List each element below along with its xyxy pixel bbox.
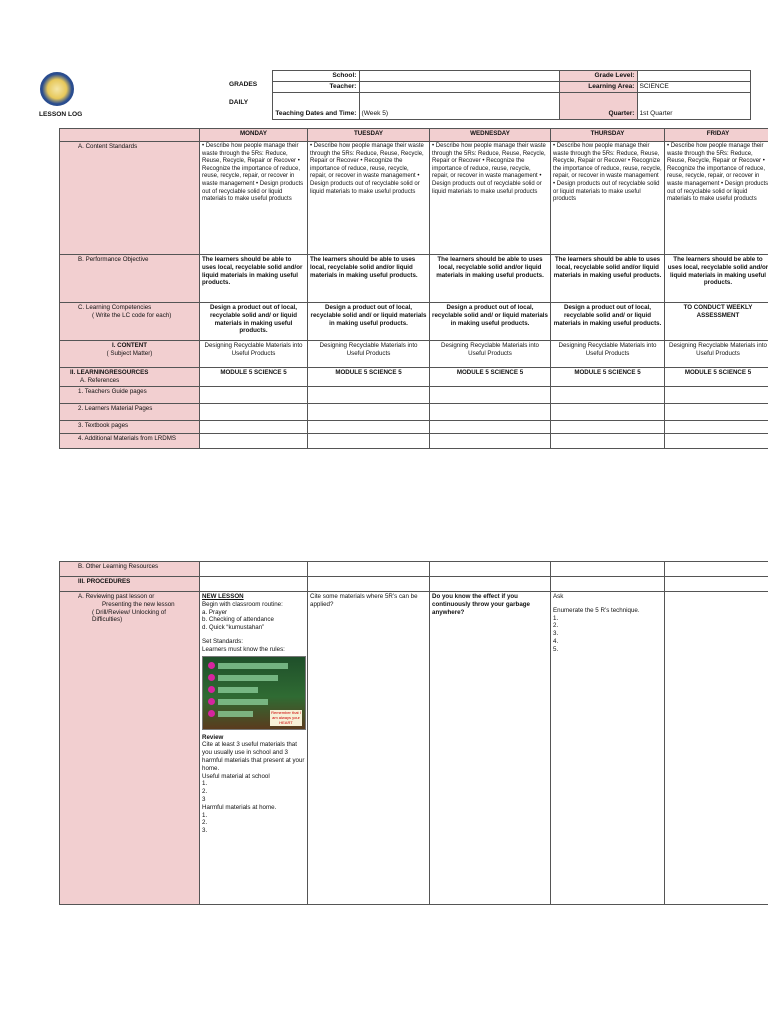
module-wednesday: MODULE 5 SCIENCE 5 <box>430 368 551 387</box>
routine-text: Begin with classroom routine: <box>202 600 283 608</box>
thursday-enumerate: Enumerate the 5 R’s technique. <box>553 606 640 614</box>
row-reviewing-a: A. Reviewing past lesson or <box>78 593 155 600</box>
row-other-resources: B. Other Learning Resources <box>60 562 200 577</box>
competency-tuesday: Design a product out of local, recyclable solid and/ or liquid materials in making useful products. <box>308 303 430 341</box>
image-heart-caption: Remember that I am always your HEART <box>271 709 301 725</box>
row-references: A. References <box>80 376 120 384</box>
row-learning-resources: II. LEARNINGRESOURCES <box>70 369 149 376</box>
classroom-rules-image <box>202 656 306 730</box>
content-standard-wednesday: • Describe how people manage their waste through the 5Rs: Reduce, Reuse, Recycle, Repair or Recover • Recognize the importance of reduce, reuse, recycle, repair, or recover in waste management • Design products out of recyclable solid or liquid materials to make useful products <box>430 142 551 255</box>
grades-label: GRADES <box>229 80 258 88</box>
thursday-item-2: 2. <box>553 622 559 630</box>
module-friday: MODULE 5 SCIENCE 5 <box>665 368 768 387</box>
row-reviewing-b: Presenting the new lesson <box>102 600 175 608</box>
grade-level-label: Grade Level: <box>559 71 637 82</box>
row-learning-competencies-sub: ( Write the LC code for each) <box>92 311 172 319</box>
routine-kumustahan: d. Quick “kumustahan” <box>202 624 265 632</box>
row-procedures: III. PROCEDURES <box>60 577 200 592</box>
row-content-sub: ( Subject Matter) <box>106 349 153 357</box>
day-tuesday: TUESDAY <box>308 129 430 142</box>
competency-monday: Design a product out of local, recyclable solid and/ or liquid materials in making useful products. <box>200 303 308 341</box>
rules-text: Learners must know the rules: <box>202 645 285 653</box>
procedure-friday <box>665 592 768 905</box>
objective-friday: The learners should be able to uses local, recyclable solid and/or liquid materials in making useful products. <box>665 255 768 303</box>
routine-prayer: a. Prayer <box>202 608 228 616</box>
topic-friday: Designing Recyclable Materials into Useful Products <box>665 341 768 368</box>
objective-tuesday: The learners should be able to uses local, recyclable solid and/or liquid materials in making useful products. <box>308 255 430 303</box>
harmful-item-2: 2. <box>202 819 208 827</box>
learning-area-label: Learning Area: <box>559 82 637 93</box>
harmful-materials-label: Harmful materials at home. <box>202 803 277 811</box>
dates-label: Teaching Dates and Time: <box>272 93 359 120</box>
module-monday: MODULE 5 SCIENCE 5 <box>200 368 308 387</box>
thursday-item-1: 1. <box>553 614 559 622</box>
new-lesson-heading: NEW LESSON <box>202 593 244 600</box>
procedure-thursday <box>551 592 665 905</box>
content-standard-tuesday: • Describe how people manage their waste through the 5Rs: Reduce, Reuse, Recycle, Repair or Recover • Recognize the importance of reduce, reuse, recycle, repair, or recover in waste management • Design products out of recyclable solid or liquid materials to make useful products <box>308 142 430 255</box>
useful-item-1: 1. <box>202 780 208 788</box>
lesson-table-top <box>59 128 768 449</box>
school-label: School: <box>272 71 359 82</box>
lesson-table-bottom <box>59 561 768 905</box>
objective-wednesday: The learners should be able to uses local, recyclable solid and/or liquid materials in making useful products. <box>430 255 551 303</box>
useful-materials-label: Useful material at school <box>202 772 270 780</box>
thursday-item-5: 5. <box>553 645 559 653</box>
review-text: Cite at least 3 useful materials that you usually use in school and 3 harmful materials that present at your home. <box>202 741 305 772</box>
competency-thursday: Design a product out of local, recyclable solid and/ or liquid materials in making useful products. <box>551 303 665 341</box>
thursday-item-4: 4. <box>553 637 559 645</box>
content-standard-monday: • Describe how people manage their waste through the 5Rs: Reduce, Reuse, Recycle, Repair or Recover • Recognize the importance of reduce, reuse, recycle, repair, or recover in waste management • Design products out of recyclable solid or liquid materials to make useful products <box>200 142 308 255</box>
day-thursday: THURSDAY <box>551 129 665 142</box>
day-monday: MONDAY <box>200 129 308 142</box>
quarter-value[interactable]: 1st Quarter <box>637 93 750 120</box>
day-friday: FRIDAY <box>665 129 768 142</box>
daily-label: DAILY <box>229 98 249 106</box>
grade-level-value[interactable] <box>637 71 750 82</box>
school-value[interactable] <box>359 71 559 82</box>
row-reviewing-c: ( Drill/Review/ Unlocking of Difficulties) <box>92 608 166 624</box>
procedure-wednesday: Do you know the effect if you continuously throw your garbage anywhere? <box>430 592 551 905</box>
topic-monday: Designing Recyclable Materials into Useful Products <box>200 341 308 368</box>
quarter-label: Quarter: <box>559 93 637 120</box>
objective-thursday: The learners should be able to uses local, recyclable solid and/or liquid materials in making useful products. <box>551 255 665 303</box>
row-additional-materials: 4. Additional Materials from LRDMS <box>60 433 200 448</box>
learning-area-value[interactable]: SCIENCE <box>637 82 750 93</box>
procedure-tuesday: Cite some materials where 5R’s can be applied? <box>308 592 430 905</box>
content-standard-thursday: • Describe how people manage their waste through the 5Rs: Reduce, Reuse, Recycle, Repair or Recover • Recognize the importance of reduce, reuse, recycle, repair, or recover in waste management • Design products out of recyclable solid or liquid materials to make useful products <box>551 142 665 255</box>
objective-monday: The learners should be able to uses local, recyclable solid and/or liquid materials in making useful products. <box>200 255 308 303</box>
review-heading: Review <box>202 733 224 741</box>
row-learners-material: 2. Learners Material Pages <box>60 403 200 420</box>
header-table <box>37 70 751 120</box>
harmful-item-1: 1. <box>202 811 208 819</box>
topic-thursday: Designing Recyclable Materials into Useful Products <box>551 341 665 368</box>
day-wednesday: WEDNESDAY <box>430 129 551 142</box>
module-tuesday: MODULE 5 SCIENCE 5 <box>308 368 430 387</box>
thursday-item-3: 3. <box>553 630 559 638</box>
row-content-standards: A. Content Standards <box>60 142 200 255</box>
teacher-label: Teacher: <box>272 82 359 93</box>
useful-item-2: 2. <box>202 788 208 796</box>
procedure-monday <box>200 592 308 905</box>
dates-value[interactable]: (Week 5) <box>359 93 559 120</box>
row-textbook: 3. Textbook pages <box>60 420 200 433</box>
content-standard-friday: • Describe how people manage their waste through the 5Rs: Reduce, Reuse, Recycle, Repair or Recover • Recognize the importance of reduce, reuse, recycle, repair, or recover in waste management • Design products out of recyclable solid or liquid materials to make useful products <box>665 142 768 255</box>
module-thursday: MODULE 5 SCIENCE 5 <box>551 368 665 387</box>
teacher-value[interactable] <box>359 82 559 93</box>
useful-item-3: 3 <box>202 795 206 803</box>
row-learning-competencies: C. Learning Competencies <box>78 304 152 311</box>
row-performance-objective: B. Performance Objective <box>60 255 200 303</box>
routine-attendance: b. Checking of attendance <box>202 616 274 624</box>
competency-friday: TO CONDUCT WEEKLY ASSESSMENT <box>665 303 768 341</box>
thursday-ask: Ask <box>553 593 564 600</box>
competency-wednesday: Design a product out of local, recyclable solid and/ or liquid materials in making useful products. <box>430 303 551 341</box>
row-teachers-guide: 1. Teachers Guide pages <box>60 386 200 403</box>
topic-tuesday: Designing Recyclable Materials into Useful Products <box>308 341 430 368</box>
harmful-item-3: 3. <box>202 827 208 835</box>
row-content: I. CONTENT <box>111 342 148 349</box>
set-standards: Set Standards: <box>202 637 243 645</box>
lesson-log-label: LESSON LOG <box>39 110 83 118</box>
topic-wednesday: Designing Recyclable Materials into Useful Products <box>430 341 551 368</box>
